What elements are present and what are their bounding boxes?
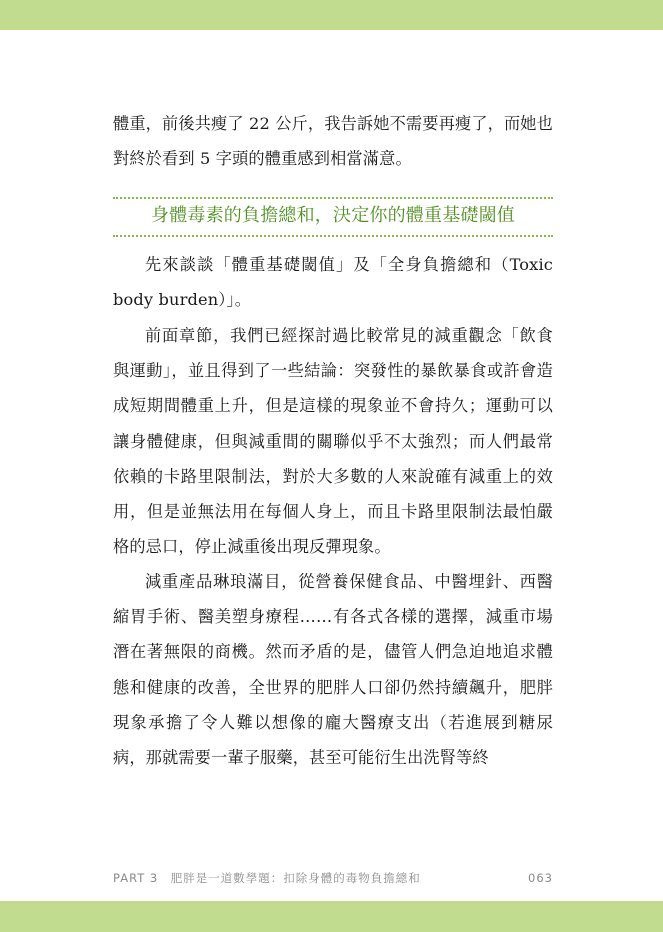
body-paragraph-2: 前面章節，我們已經探討過比較常見的減重觀念「飲食與運動」，並且得到了一些結論：突發性的暴飲暴食或許會造成短期間體重上升，但是這樣的現象並不會持久；運動可以讓身體健康，但與減重間的關聯似乎不太強烈；而人們最常依賴的卡路里限制法，對於大多數的人來說確有減重上的效用，但是並無法用在每個人身上，而且卡路里限制法最怕嚴格的忌口，停止減重後出現反彈現象。	[113, 326, 553, 557]
heading-bottom-dotted-rule	[113, 235, 553, 237]
body-paragraph-1: 先來談談「體重基礎閾值」及「全身負擔總和（Toxic body burden）」。	[113, 255, 553, 310]
bottom-color-band	[0, 901, 663, 932]
page-footer	[113, 869, 553, 887]
top-color-band	[0, 0, 663, 30]
body-paragraph-3: 減重產品琳琅滿目，從營養保健食品、中醫埋針、西醫縮胃手術、醫美塑身療程……有各式各樣的選擇，減重市場潛在著無限的商機。然而矛盾的是，儘管人們急迫地追求體態和健康的改善，全世界的肥胖人口卻仍然持續飆升，肥胖現象承擔了令人難以想像的龐大醫療支出（若進展到糖尿病，那就需要一輩子服藥，甚至可能衍生出洗腎等終	[113, 572, 553, 768]
body-paragraph-continued: 體重，前後共瘦了 22 公斤，我告訴她不需要再瘦了，而她也對終於看到 5 字頭的體重感到相當滿意。	[113, 114, 553, 169]
heading-top-dotted-rule	[113, 197, 553, 199]
page-number: 063	[528, 871, 553, 885]
footer-part-title: PART 3 肥胖是一道數學題：扣除身體的毒物負擔總和	[113, 871, 421, 885]
section-heading-block	[113, 197, 553, 237]
section-heading: 身體毒素的負擔總和，決定你的體重基礎閾值	[151, 205, 515, 226]
